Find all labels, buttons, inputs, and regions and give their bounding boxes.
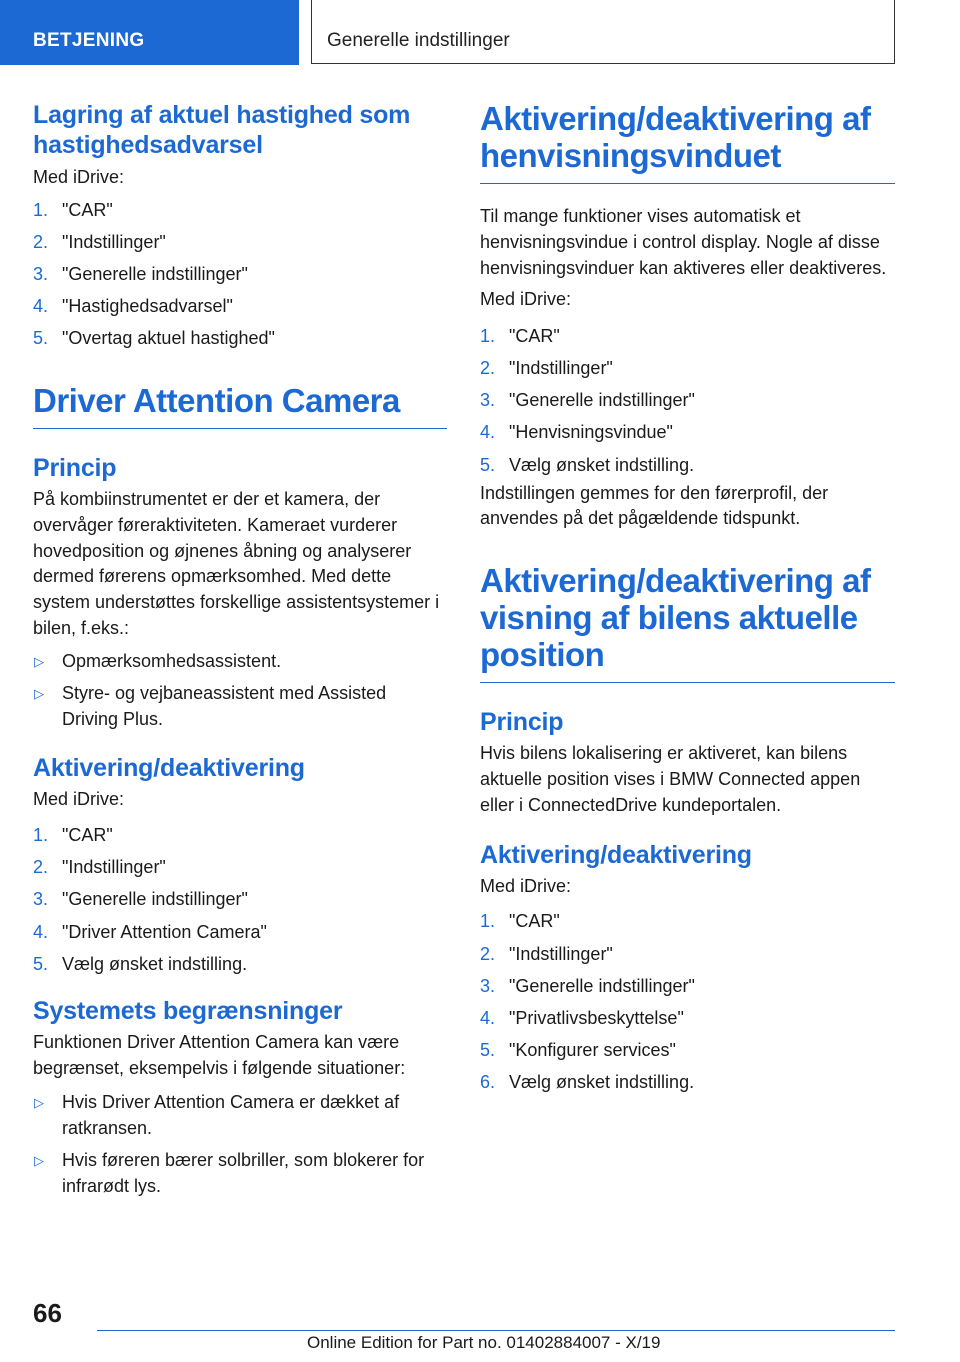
list-item: 5. "Overtag aktuel hastighed" bbox=[33, 326, 447, 352]
step-number: 1. bbox=[33, 825, 49, 846]
step-number: 6. bbox=[480, 1071, 496, 1092]
list-item: 2. "Indstillinger" bbox=[33, 230, 447, 256]
heading-activation: Aktivering/deaktivering bbox=[33, 754, 305, 783]
step-number: 3. bbox=[480, 390, 496, 411]
list-item: 3. "Generelle indstillinger" bbox=[480, 974, 895, 1000]
left-column bbox=[33, 100, 447, 1206]
step-number: 5. bbox=[480, 1039, 496, 1060]
step-number: 1. bbox=[480, 911, 496, 932]
footer-divider bbox=[97, 1330, 895, 1331]
bullet-list-limits bbox=[33, 1090, 447, 1199]
heading-system-limits: Systemets begrænsninger bbox=[33, 997, 343, 1026]
list-item: 2. "Indstillinger" bbox=[480, 942, 895, 968]
step-number: 5. bbox=[33, 328, 49, 349]
step-number: 3. bbox=[33, 263, 49, 284]
heading-notice-window: Aktivering/deaktivering af henvisningsvinduet bbox=[480, 100, 895, 184]
header-title: Generelle indstillinger bbox=[311, 0, 895, 64]
intro-text: Med iDrive: bbox=[480, 875, 572, 896]
princip-text: Hvis bilens lokalisering er aktiveret, kan bilens aktuelle position vises i BMW Connected appen eller i ConnectedDrive kundeportalen. bbox=[480, 743, 861, 815]
list-item: 4. "Privatlivsbeskyttelse" bbox=[480, 1006, 895, 1032]
steps-list-notice bbox=[480, 324, 895, 478]
list-item: 1. "CAR" bbox=[480, 909, 895, 935]
step-number: 3. bbox=[480, 975, 496, 996]
step-number: 2. bbox=[480, 943, 496, 964]
intro-text: Med iDrive: bbox=[480, 289, 572, 310]
heading-driver-attention-camera: Driver Attention Camera bbox=[33, 382, 447, 429]
steps-list-speed bbox=[33, 198, 447, 352]
step-number: 3. bbox=[33, 889, 49, 910]
list-item: 4. "Hastighedsadvarsel" bbox=[33, 294, 447, 320]
list-item: 6. Vælg ønsket indstilling. bbox=[480, 1070, 895, 1096]
bullet-list-assist bbox=[33, 649, 447, 733]
list-item: 5. "Konfigurer services" bbox=[480, 1038, 895, 1064]
step-number: 2. bbox=[33, 857, 49, 878]
step-number: 4. bbox=[480, 422, 496, 443]
list-item: 3. "Generelle indstillinger" bbox=[33, 262, 447, 288]
step-number: 4. bbox=[480, 1007, 496, 1028]
step-number: 4. bbox=[33, 921, 49, 942]
footer-edition: Online Edition for Part no. 01402884007 - X/19 bbox=[307, 1333, 661, 1352]
list-item: ▷ Opmærksomhedsassistent. bbox=[33, 649, 447, 675]
list-item: 1. "CAR" bbox=[33, 198, 447, 224]
list-item: 1. "CAR" bbox=[480, 324, 895, 350]
list-item: 1. "CAR" bbox=[33, 823, 447, 849]
step-number: 2. bbox=[480, 358, 496, 379]
list-item: 2. "Indstillinger" bbox=[33, 855, 447, 881]
triangle-right-icon: ▷ bbox=[34, 653, 44, 669]
triangle-right-icon: ▷ bbox=[34, 685, 44, 701]
list-item: 5. Vælg ønsket indstilling. bbox=[480, 453, 895, 479]
step-number: 4. bbox=[33, 296, 49, 317]
heading-speed-warning: Lagring af aktuel hastighed som hastighedsadvarsel bbox=[33, 101, 411, 159]
profile-note: Indstillingen gemmes for den førerprofil, der anvendes på det pågældende tidspunkt. bbox=[480, 482, 829, 529]
list-item: 2. "Indstillinger" bbox=[480, 356, 895, 382]
list-item: ▷ Hvis føreren bærer solbriller, som blokerer for infrarødt lys. bbox=[34, 1149, 425, 1196]
list-item: 4. "Henvisningsvindue" bbox=[480, 420, 895, 446]
triangle-right-icon: ▷ bbox=[34, 1095, 44, 1110]
heading-activation: Aktivering/deaktivering bbox=[480, 840, 752, 869]
steps-list-position bbox=[480, 909, 895, 1095]
intro-text: Med iDrive: bbox=[33, 167, 125, 187]
list-item: 3. "Generelle indstillinger" bbox=[480, 388, 895, 414]
list-item: 5. Vælg ønsket indstilling. bbox=[33, 952, 447, 978]
princip-text: På kombiinstrumentet er der et kamera, der overvåger føreraktiviteten. Kameraet vurderer hovedposition og øjnenes åbning og analyserer dermed førerens opmærksomhed. Med dette system understøttes forskellige assistentsystemer i bilen, f.eks.: bbox=[33, 488, 440, 638]
list-item: 3. "Generelle indstillinger" bbox=[33, 887, 447, 913]
intro-text: Med iDrive: bbox=[33, 789, 125, 810]
limits-text: Funktionen Driver Attention Camera kan være begrænset, eksempelvis i følgende situationer: bbox=[33, 1032, 406, 1079]
notice-window-text: Til mange funktioner vises automatisk et henvisningsvindue i control display. Nogle af disse henvisningsvinduer kan aktiveres eller deaktiveres. bbox=[480, 206, 887, 278]
step-number: 2. bbox=[33, 231, 49, 252]
right-column bbox=[480, 100, 895, 1102]
header-section-tab: BETJENING bbox=[0, 0, 299, 65]
list-item: 4. "Driver Attention Camera" bbox=[33, 920, 447, 946]
heading-vehicle-position: Aktivering/deaktivering af visning af bilens aktuelle position bbox=[480, 562, 895, 683]
steps-list-camera bbox=[33, 823, 447, 977]
triangle-right-icon: ▷ bbox=[34, 1152, 44, 1168]
step-number: 1. bbox=[33, 199, 49, 220]
step-number: 5. bbox=[480, 454, 496, 475]
heading-princip: Princip bbox=[33, 453, 117, 482]
list-item: ▷ Hvis Driver Attention Camera er dækket af ratkransen. bbox=[34, 1092, 400, 1138]
heading-princip: Princip bbox=[480, 708, 564, 737]
step-number: 5. bbox=[33, 953, 49, 974]
page-number: 66 bbox=[33, 1298, 62, 1328]
step-number: 1. bbox=[480, 326, 496, 347]
list-item: ▷ Styre- og vejbaneassistent med Assisted Driving Plus. bbox=[34, 682, 387, 729]
